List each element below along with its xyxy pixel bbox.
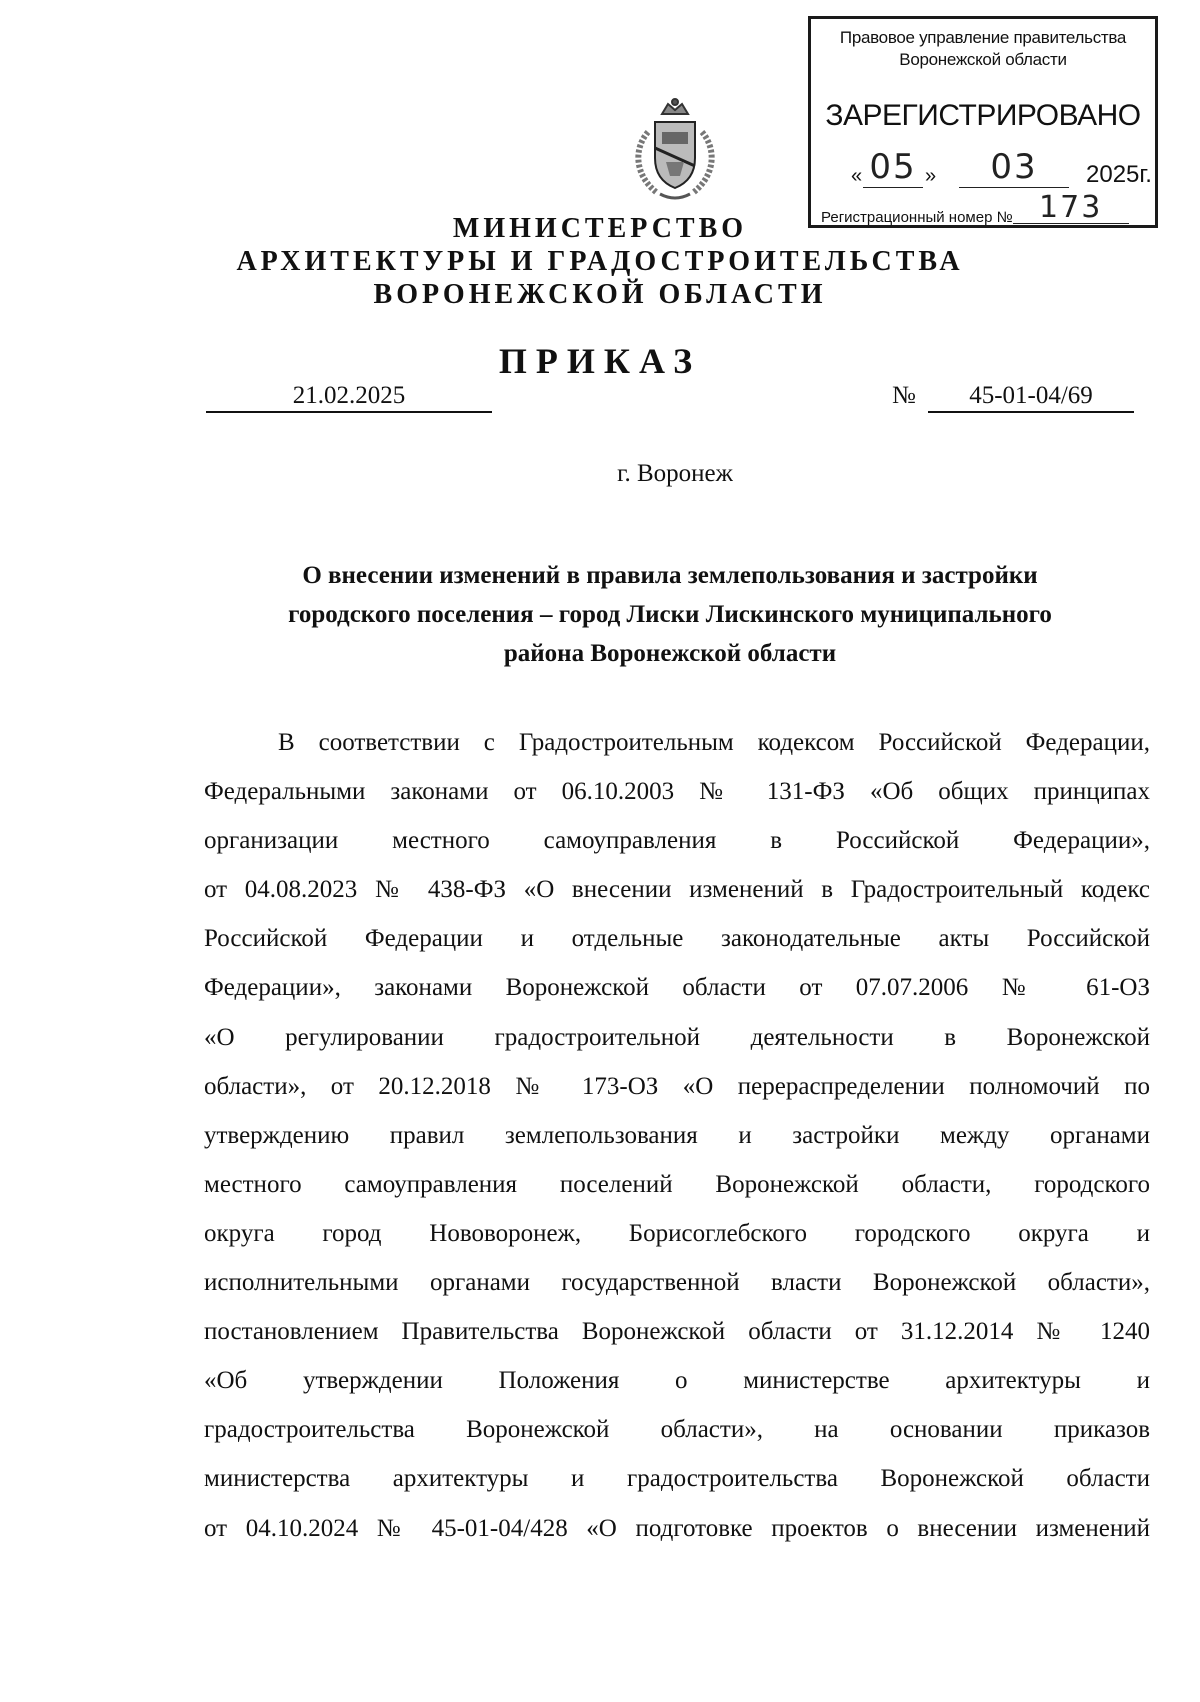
body-line: округа город Нововоронеж, Борисоглебского городского округа и (204, 1219, 1150, 1247)
stamp-quote-mark: » (925, 165, 937, 187)
stamp-reg-label: Регистрационный номер № (821, 209, 1013, 226)
order-date: 21.02.2025 (206, 381, 492, 413)
registration-stamp (808, 16, 1158, 228)
stamp-title: ЗАРЕГИСТРИРОВАНО (825, 99, 1141, 132)
order-subject (200, 556, 1140, 673)
subject-line: района Воронежской области (503, 640, 837, 667)
body-line: Федерации», законами Воронежской области от 07.07.2006 № 61-ОЗ (204, 974, 1150, 1002)
body-line: градостроительства Воронежской области», на основании приказов (204, 1416, 1150, 1444)
city: г. Воронеж (617, 460, 733, 487)
body-line: министерства архитектуры и градостроительства Воронежской области (204, 1465, 1150, 1493)
body-line: от 04.10.2024 № 45-01-04/428 «О подготовке проектов о внесении изменений (204, 1514, 1150, 1542)
subject-line: О внесении изменений в правила землепользования и застройки (302, 562, 1038, 589)
body-line: от 04.08.2023 № 438-ФЗ «О внесении изменений в Градостроительный кодекс (204, 876, 1150, 904)
order-number: 45-01-04/69 (928, 381, 1134, 413)
body-line: «Об утверждении Положения о министерстве архитектуры и (204, 1367, 1150, 1395)
body-paragraph (204, 718, 1150, 1553)
ministry-name (0, 212, 1200, 311)
body-line: утверждению правил землепользования и застройки между органами (204, 1121, 1150, 1149)
stamp-org-line: Воронежской области (899, 50, 1067, 69)
body-line: В соответствии с Градостроительным кодексом Российской Федерации, (278, 729, 1150, 756)
subject-line: городского поселения – город Лиски Лискинского муниципального (288, 601, 1052, 628)
stamp-quote-mark: « (851, 165, 863, 187)
stamp-org-line: Правовое управление правительства (839, 28, 1127, 47)
stamp-month: 03 (959, 147, 1069, 188)
stamp-day: 05 (863, 147, 923, 188)
stamp-date (851, 147, 1152, 191)
body-line: области», от 20.12.2018 № 173-ОЗ «О перераспределении полномочий по (204, 1072, 1150, 1100)
ministry-line: ВОРОНЕЖСКОЙ ОБЛАСТИ (373, 279, 827, 310)
body-line: Федеральными законами от 06.10.2003 № 131-ФЗ «Об общих принципах (204, 778, 1150, 806)
stamp-year: 2025г. (1086, 161, 1152, 188)
body-line: местного самоуправления поселений Воронежской области, городского (204, 1170, 1150, 1198)
ministry-line: МИНИСТЕРСТВО (452, 213, 748, 244)
order-number-sign: № (892, 382, 916, 409)
body-line: «О регулировании градостроительной деятельности в Воронежской (204, 1023, 1150, 1051)
body-line: организации местного самоуправления в Российской Федерации», (204, 827, 1150, 855)
ministry-line: АРХИТЕКТУРЫ И ГРАДОСТРОИТЕЛЬСТВА (236, 246, 964, 277)
coat-of-arms-icon (620, 96, 730, 206)
body-line: постановлением Правительства Воронежской области от 31.12.2014 № 1240 (204, 1318, 1150, 1346)
body-line: Российской Федерации и отдельные законодательные акты Российской (204, 925, 1150, 953)
body-line: исполнительными органами государственной власти Воронежской области», (204, 1269, 1150, 1297)
stamp-organization (811, 27, 1155, 71)
document-type: ПРИКАЗ (498, 341, 702, 381)
stamp-reg-number: 173 (1013, 193, 1129, 224)
